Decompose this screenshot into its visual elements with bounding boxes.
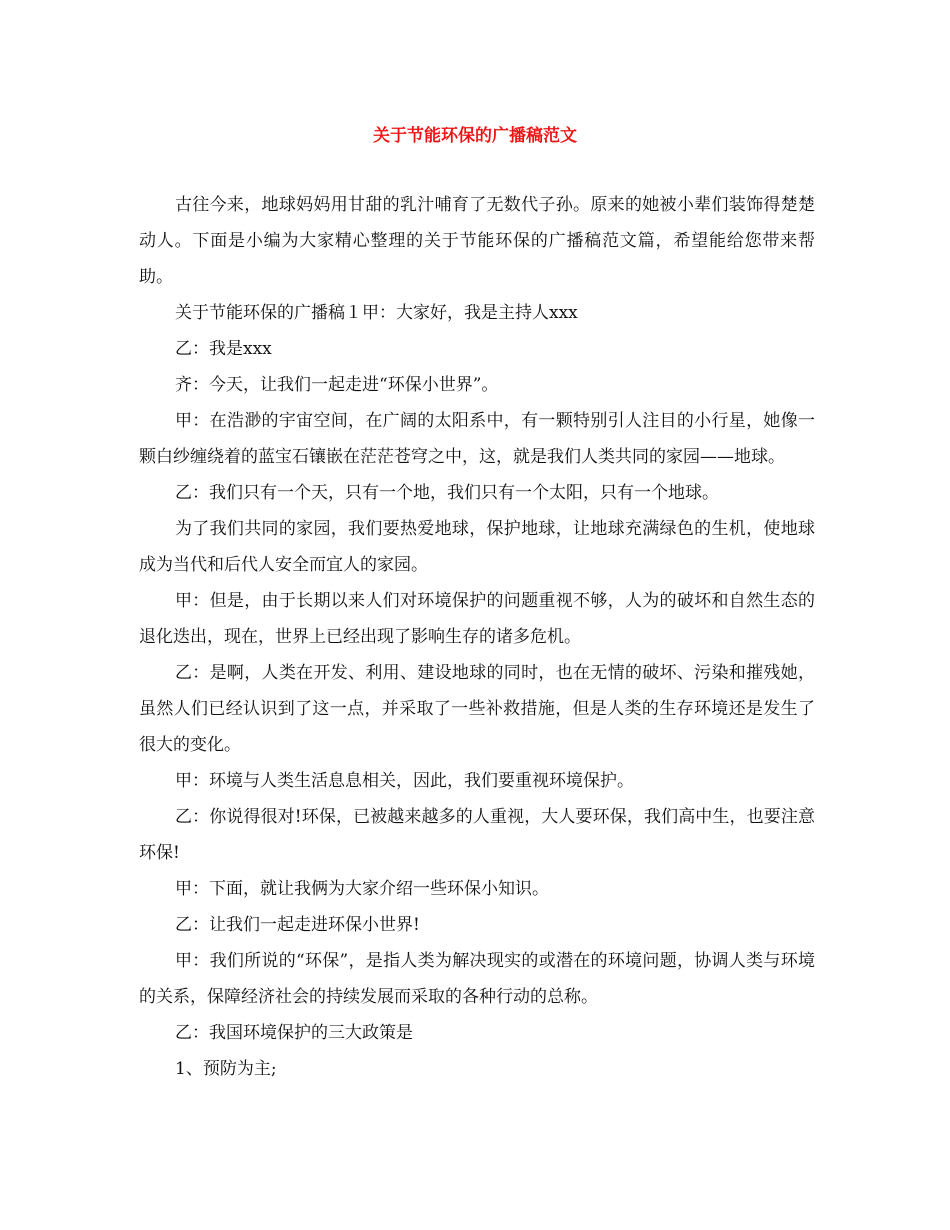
paragraph: 乙：你说得很对!环保，已被越来越多的人重视，大人要环保，我们高中生，也要注意环保! <box>139 807 815 863</box>
paragraph: 齐：今天，让我们一起走进“环保小世界”。 <box>175 375 499 395</box>
paragraph-list-item: 1、预防为主; <box>175 1059 277 1079</box>
paragraph: 乙：是啊，人类在开发、利用、建设地球的同时，也在无情的破坏、污染和摧残她，虽然人们已经认识到了这一点，并采取了一些补救措施，但是人类的生存环境还是发生了很大的变化。 <box>139 663 815 755</box>
paragraph: 乙：我们只有一个天，只有一个地，我们只有一个太阳，只有一个地球。 <box>175 483 719 503</box>
paragraph: 甲：环境与人类生活息息相关，因此，我们要重视环境保护。 <box>175 771 634 791</box>
paragraph: 甲：下面，就让我俩为大家介绍一些环保小知识。 <box>175 879 549 899</box>
document-body <box>139 187 815 1087</box>
paragraph: 乙：我是xxx <box>175 339 272 359</box>
paragraph: 乙：让我们一起走进环保小世界! <box>175 915 420 935</box>
paragraph: 关于节能环保的广播稿１甲：大家好，我是主持人xxx <box>175 303 578 323</box>
paragraph: 甲：在浩渺的宇宙空间，在广阔的太阳系中，有一颗特别引人注目的小行星，她像一颗白纱缠绕着的蓝宝石镶嵌在茫茫苍穹之中，这，就是我们人类共同的家园——地球。 <box>139 411 815 467</box>
paragraph: 乙：我国环境保护的三大政策是 <box>175 1023 413 1043</box>
paragraph: 甲：我们所说的“环保”，是指人类为解决现实的或潜在的环境问题，协调人类与环境的关系，保障经济社会的持续发展而采取的各种行动的总称。 <box>139 951 815 1007</box>
paragraph: 为了我们共同的家园，我们要热爱地球，保护地球，让地球充满绿色的生机，使地球成为当代和后代人安全而宜人的家园。 <box>139 519 815 575</box>
paragraph: 甲：但是，由于长期以来人们对环境保护的问题重视不够，人为的破坏和自然生态的退化迭出，现在，世界上已经出现了影响生存的诸多危机。 <box>139 591 815 647</box>
paragraph-intro: 古往今来，地球妈妈用甘甜的乳汁哺育了无数代子孙。原来的她被小辈们装饰得楚楚动人。下面是小编为大家精心整理的关于节能环保的广播稿范文篇，希望能给您带来帮助。 <box>139 195 815 287</box>
document-title: 关于节能环保的广播稿范文 <box>373 126 577 146</box>
